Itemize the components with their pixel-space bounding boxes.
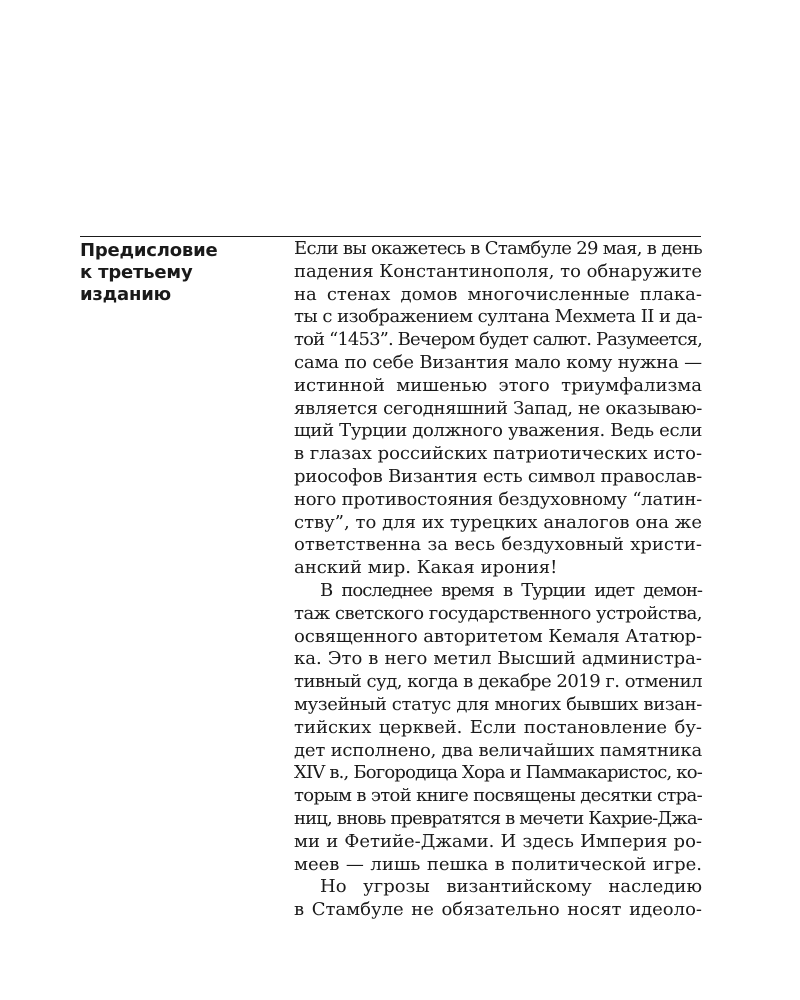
- paragraph-3-line: Но угрозы византийскому наследию: [320, 876, 702, 898]
- paragraph-2-line: тийских церквей. Если постановление бу-: [294, 716, 702, 738]
- paragraph-2-line: торым в этой книге посвящены десятки стра-: [294, 785, 702, 807]
- paragraph-3-line: в Стамбуле не обязательно носят идеоло-: [294, 899, 702, 921]
- heading-line: к третьему: [80, 262, 193, 283]
- paragraph-1-line: ству”, то для их турецких аналогов она же: [294, 511, 702, 533]
- paragraph-2-line: ми и Фетийе-Джами. И здесь Империя ро-: [294, 830, 702, 852]
- paragraph-1-line: является сегодняшний Запад, не оказываю-: [294, 397, 703, 419]
- paragraph-2-line: музейный статус для многих бывших визан-: [294, 693, 702, 715]
- paragraph-1-line: Если вы окажетесь в Стамбуле 29 мая, в день: [294, 238, 703, 259]
- paragraph-1-line: в глазах российских патриотических исто-: [294, 443, 702, 465]
- paragraph-2-line: ниц, вновь превратятся в мечети Кахрие-Джа-: [294, 807, 703, 829]
- paragraph-1-line: ты с изображением султана Мехмета II и да-: [294, 306, 703, 328]
- paragraph-1-line: сама по себе Византия мало кому нужна —: [294, 351, 702, 373]
- paragraph-2-line: В последнее время в Турции идет демон-: [320, 579, 702, 601]
- paragraph-2-line: таж светского государственного устройства,: [294, 602, 702, 624]
- paragraph-2-line: тивный суд, когда в декабре 2019 г. отменил: [294, 671, 702, 693]
- paragraph-2-line: XIV в., Богородица Хора и Паммакаристос, ко-: [294, 762, 702, 784]
- paragraph-2-line: освященного авторитетом Кемаля Ататюр-: [294, 625, 703, 647]
- paragraph-1-line: ного противостояния бездуховному “латин-: [294, 488, 702, 510]
- heading-line: Предисловие: [80, 240, 218, 261]
- body-text: [294, 238, 702, 922]
- top-rule: [80, 236, 701, 237]
- paragraph-1-line: анский мир. Какая ирония!: [294, 557, 558, 579]
- paragraph-2-line: меев — лишь пешка в политической игре.: [294, 853, 702, 875]
- paragraph-1-line: щий Турции должного уважения. Ведь если: [294, 420, 702, 442]
- heading-line: изданию: [80, 284, 171, 305]
- paragraph-2-line: ка. Это в него метил Высший администра-: [294, 648, 702, 670]
- paragraph-2-line: дет исполнено, два величайших памятника: [294, 739, 702, 761]
- paragraph-1-line: ответственна за весь бездуховный христи-: [294, 534, 702, 556]
- paragraph-1-line: на стенах домов многочисленные плака-: [294, 283, 702, 305]
- paragraph-1-line: падения Константинополя, то обнаружите: [294, 260, 702, 282]
- paragraph-1-line: риософов Византия есть символ православ-: [294, 465, 703, 487]
- paragraph-1-line: той “1453”. Вечером будет салют. Разумеется,: [294, 329, 702, 351]
- paragraph-1-line: истинной мишенью этого триумфализма: [294, 374, 702, 396]
- section-heading: [80, 240, 280, 306]
